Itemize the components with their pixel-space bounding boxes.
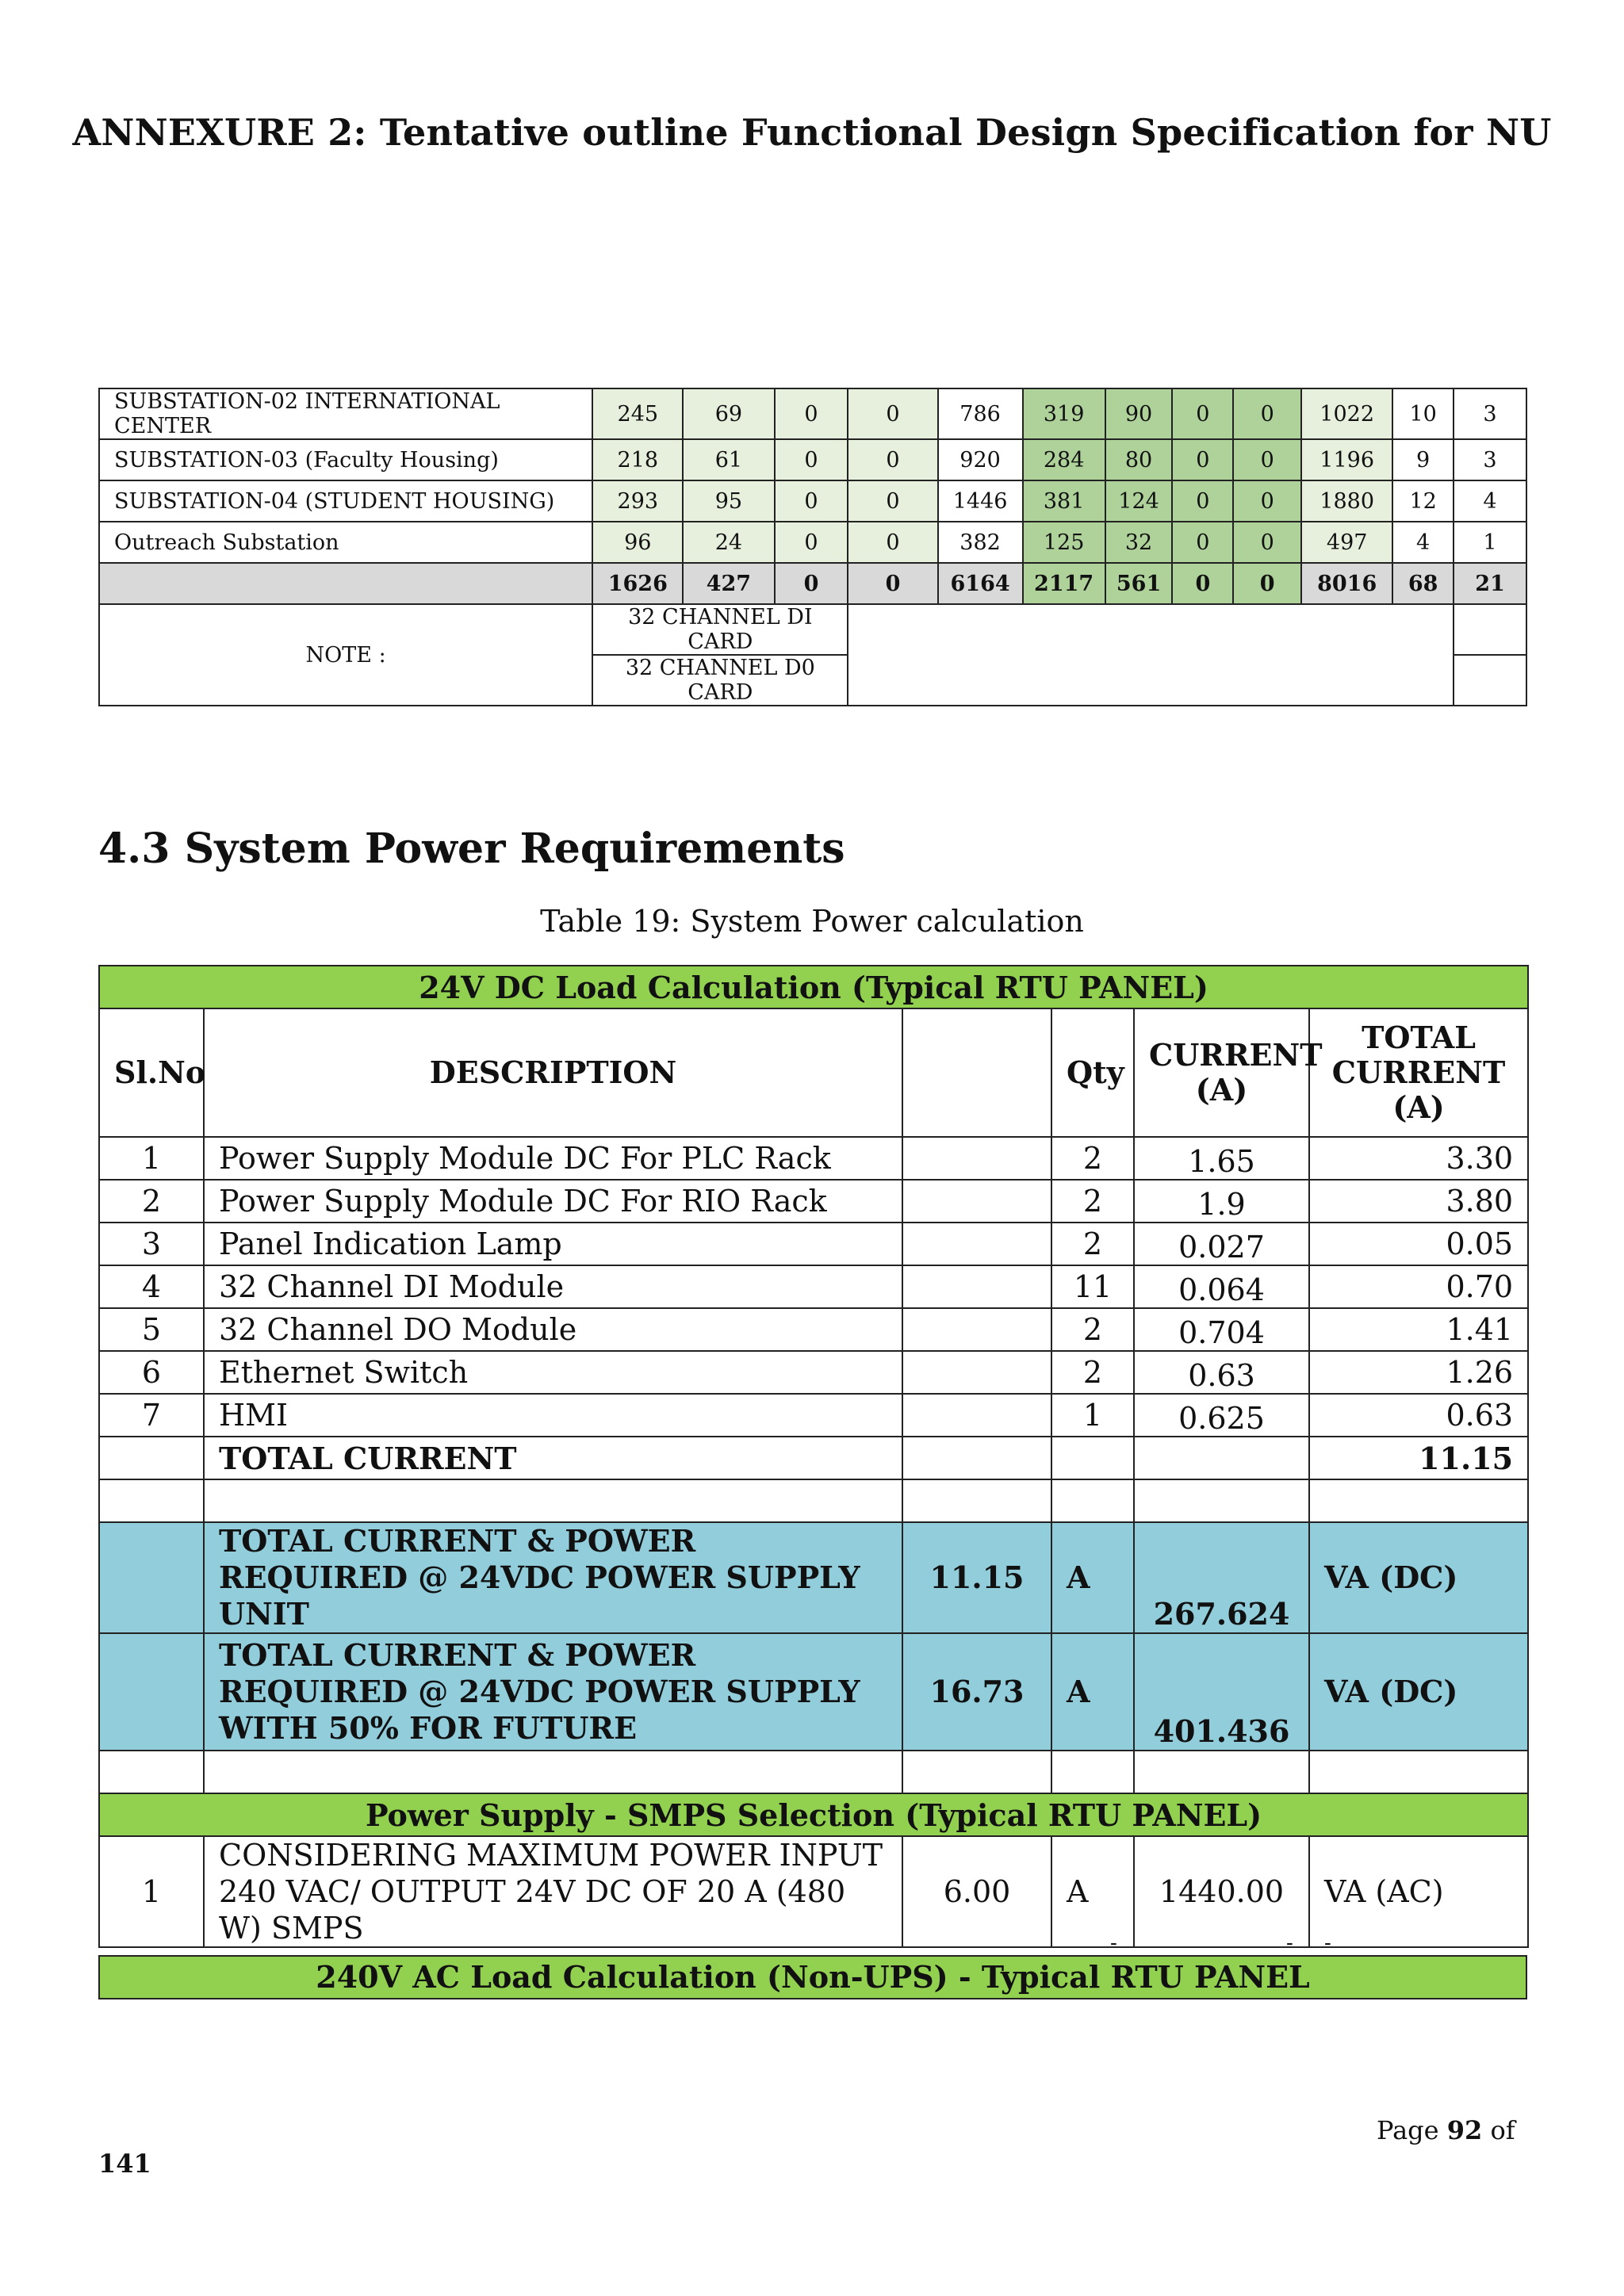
io-total-cell: 6164	[938, 563, 1023, 604]
io-cell: 0	[1172, 480, 1233, 522]
io-cell: 0	[1233, 522, 1301, 563]
io-cell: 96	[592, 522, 683, 563]
io-cell: 786	[938, 388, 1023, 439]
item-total: 0.63	[1309, 1394, 1528, 1437]
item-slno: 3	[99, 1223, 204, 1265]
power-calculation-table	[98, 965, 1529, 1948]
smps-power-unit: VA (AC)	[1309, 1836, 1528, 1947]
io-cell: 293	[592, 480, 683, 522]
io-total-cell: 1626	[592, 563, 683, 604]
io-total-cell: 68	[1392, 563, 1454, 604]
dash-3: -	[1324, 1931, 1331, 1955]
io-cell: 0	[848, 522, 937, 563]
item-description: Ethernet Switch	[204, 1351, 902, 1394]
req1-description: TOTAL CURRENT & POWER REQUIRED @ 24VDC POWER SUPPLY UNIT	[204, 1522, 902, 1633]
io-cell: 0	[775, 439, 848, 480]
note-item: 32 CHANNEL DI CARD	[592, 604, 848, 655]
item-blank	[902, 1394, 1051, 1437]
io-row	[99, 439, 1526, 480]
item-qty: 2	[1051, 1137, 1134, 1180]
io-cell: 497	[1301, 522, 1392, 563]
io-total-cell: 0	[1233, 563, 1301, 604]
item-qty: 2	[1051, 1308, 1134, 1351]
item-current: 0.63	[1134, 1351, 1309, 1394]
substation-io-table	[98, 388, 1527, 706]
item-blank	[902, 1308, 1051, 1351]
item-slno: 1	[99, 1137, 204, 1180]
dc-load-band: 24V DC Load Calculation (Typical RTU PANEL)	[99, 966, 1528, 1008]
substation-name: SUBSTATION-03 (Faculty Housing)	[99, 439, 592, 480]
smps-unit: A	[1051, 1836, 1134, 1947]
substation-name: Outreach Substation	[99, 522, 592, 563]
item-current: 1.65	[1134, 1137, 1309, 1180]
item-total: 3.30	[1309, 1137, 1528, 1180]
section-heading: 4.3 System Power Requirements	[98, 825, 845, 873]
page-number: 92	[1446, 2115, 1483, 2145]
io-total-cell: 561	[1105, 563, 1173, 604]
io-row	[99, 522, 1526, 563]
item-blank	[902, 1223, 1051, 1265]
io-cell: 4	[1392, 522, 1454, 563]
header-qty: Qty	[1051, 1008, 1134, 1137]
ac-load-band: 240V AC Load Calculation (Non-UPS) - Typical RTU PANEL	[98, 1955, 1527, 1999]
dash-2: -	[1286, 1931, 1293, 1955]
io-cell: 0	[1233, 388, 1301, 439]
note-label: NOTE :	[99, 604, 592, 706]
power-item-row	[99, 1394, 1528, 1437]
note-item: 32 CHANNEL D0 CARD	[592, 655, 848, 706]
power-item-row	[99, 1137, 1528, 1180]
io-cell: 0	[848, 388, 937, 439]
io-cell: 12	[1392, 480, 1454, 522]
io-totals-row	[99, 563, 1526, 604]
io-cell: 1022	[1301, 388, 1392, 439]
stray-dashes	[98, 1931, 1527, 1955]
item-current: 0.625	[1134, 1394, 1309, 1437]
io-total-cell: 21	[1454, 563, 1526, 604]
io-total-cell: 8016	[1301, 563, 1392, 604]
annexure-title: ANNEXURE 2: Tentative outline Functional Design Specification for NU	[72, 111, 1552, 154]
io-cell: 0	[1172, 439, 1233, 480]
item-blank	[902, 1180, 1051, 1223]
total-current-value: 11.15	[1309, 1437, 1528, 1479]
io-cell: 381	[1023, 480, 1105, 522]
io-cell: 90	[1105, 388, 1173, 439]
header-description: DESCRIPTION	[204, 1008, 902, 1137]
io-cell: 0	[1233, 480, 1301, 522]
header-current: CURRENT (A)	[1134, 1008, 1309, 1137]
item-total: 0.05	[1309, 1223, 1528, 1265]
req2-current: 16.73	[902, 1633, 1051, 1751]
io-cell: 0	[1172, 388, 1233, 439]
item-current: 0.064	[1134, 1265, 1309, 1308]
item-blank	[902, 1265, 1051, 1308]
substation-name: SUBSTATION-02 INTERNATIONAL CENTER	[99, 388, 592, 439]
total-pages: 141	[98, 2149, 151, 2179]
io-cell: 0	[1233, 439, 1301, 480]
item-current: 0.704	[1134, 1308, 1309, 1351]
header-slno: Sl.No	[99, 1008, 204, 1137]
req1-power-unit: VA (DC)	[1309, 1522, 1528, 1633]
io-cell: 319	[1023, 388, 1105, 439]
io-cell: 3	[1454, 439, 1526, 480]
io-cell: 1880	[1301, 480, 1392, 522]
req2-unit: A	[1051, 1633, 1134, 1751]
req1-current: 11.15	[902, 1522, 1051, 1633]
item-slno: 4	[99, 1265, 204, 1308]
item-description: Power Supply Module DC For RIO Rack	[204, 1180, 902, 1223]
smps-current: 6.00	[902, 1836, 1051, 1947]
io-cell: 24	[683, 522, 774, 563]
item-total: 3.80	[1309, 1180, 1528, 1223]
io-cell: 218	[592, 439, 683, 480]
item-qty: 2	[1051, 1223, 1134, 1265]
item-slno: 5	[99, 1308, 204, 1351]
io-cell: 0	[848, 439, 937, 480]
io-total-cell: 2117	[1023, 563, 1105, 604]
io-cell: 920	[938, 439, 1023, 480]
smps-slno: 1	[99, 1836, 204, 1947]
item-total: 0.70	[1309, 1265, 1528, 1308]
io-cell: 284	[1023, 439, 1105, 480]
item-blank	[902, 1351, 1051, 1394]
io-row	[99, 388, 1526, 439]
io-cell: 125	[1023, 522, 1105, 563]
io-cell: 0	[775, 480, 848, 522]
dash-1: -	[1110, 1931, 1117, 1955]
power-item-row	[99, 1265, 1528, 1308]
item-qty: 2	[1051, 1351, 1134, 1394]
item-slno: 6	[99, 1351, 204, 1394]
item-description: 32 Channel DO Module	[204, 1308, 902, 1351]
io-cell: 69	[683, 388, 774, 439]
item-total: 1.26	[1309, 1351, 1528, 1394]
io-cell: 0	[1172, 522, 1233, 563]
io-total-cell: 427	[683, 563, 774, 604]
io-cell: 382	[938, 522, 1023, 563]
item-description: 32 Channel DI Module	[204, 1265, 902, 1308]
power-item-row	[99, 1351, 1528, 1394]
req2-power: 401.436	[1134, 1633, 1309, 1751]
header-total-current: TOTAL CURRENT (A)	[1309, 1008, 1528, 1137]
req1-power: 267.624	[1134, 1522, 1309, 1633]
io-cell: 10	[1392, 388, 1454, 439]
item-blank	[902, 1137, 1051, 1180]
io-total-cell: 0	[775, 563, 848, 604]
item-current: 1.9	[1134, 1180, 1309, 1223]
smps-power: 1440.00	[1134, 1836, 1309, 1947]
substation-name: SUBSTATION-04 (STUDENT HOUSING)	[99, 480, 592, 522]
item-slno: 7	[99, 1394, 204, 1437]
page-number-label: Page 92 of	[1377, 2115, 1515, 2145]
item-qty: 2	[1051, 1180, 1134, 1223]
io-cell: 0	[775, 522, 848, 563]
item-description: HMI	[204, 1394, 902, 1437]
io-cell: 9	[1392, 439, 1454, 480]
io-note-row	[99, 604, 1526, 655]
item-description: Power Supply Module DC For PLC Rack	[204, 1137, 902, 1180]
io-cell: 95	[683, 480, 774, 522]
item-slno: 2	[99, 1180, 204, 1223]
total-current-label: TOTAL CURRENT	[204, 1437, 902, 1479]
req2-power-unit: VA (DC)	[1309, 1633, 1528, 1751]
power-item-row	[99, 1308, 1528, 1351]
item-current: 0.027	[1134, 1223, 1309, 1265]
io-cell: 1446	[938, 480, 1023, 522]
io-total-cell: 0	[1172, 563, 1233, 604]
io-cell: 3	[1454, 388, 1526, 439]
io-cell: 80	[1105, 439, 1173, 480]
power-item-row	[99, 1223, 1528, 1265]
io-cell: 0	[848, 480, 937, 522]
io-cell: 4	[1454, 480, 1526, 522]
item-qty: 1	[1051, 1394, 1134, 1437]
power-item-row	[99, 1180, 1528, 1223]
io-row	[99, 480, 1526, 522]
io-cell: 0	[775, 388, 848, 439]
io-cell: 124	[1105, 480, 1173, 522]
smps-description: CONSIDERING MAXIMUM POWER INPUT 240 VAC/ OUTPUT 24V DC OF 20 A (480 W) SMPS	[204, 1836, 902, 1947]
io-cell: 245	[592, 388, 683, 439]
item-total: 1.41	[1309, 1308, 1528, 1351]
req2-description: TOTAL CURRENT & POWER REQUIRED @ 24VDC POWER SUPPLY WITH 50% FOR FUTURE	[204, 1633, 902, 1751]
io-cell: 32	[1105, 522, 1173, 563]
io-cell: 61	[683, 439, 774, 480]
table-caption: Table 19: System Power calculation	[540, 904, 1084, 939]
item-description: Panel Indication Lamp	[204, 1223, 902, 1265]
io-cell: 1196	[1301, 439, 1392, 480]
io-total-cell: 0	[848, 563, 937, 604]
item-qty: 11	[1051, 1265, 1134, 1308]
smps-selection-band: Power Supply - SMPS Selection (Typical RTU PANEL)	[99, 1793, 1528, 1836]
io-cell: 1	[1454, 522, 1526, 563]
req1-unit: A	[1051, 1522, 1134, 1633]
header-blank	[902, 1008, 1051, 1137]
